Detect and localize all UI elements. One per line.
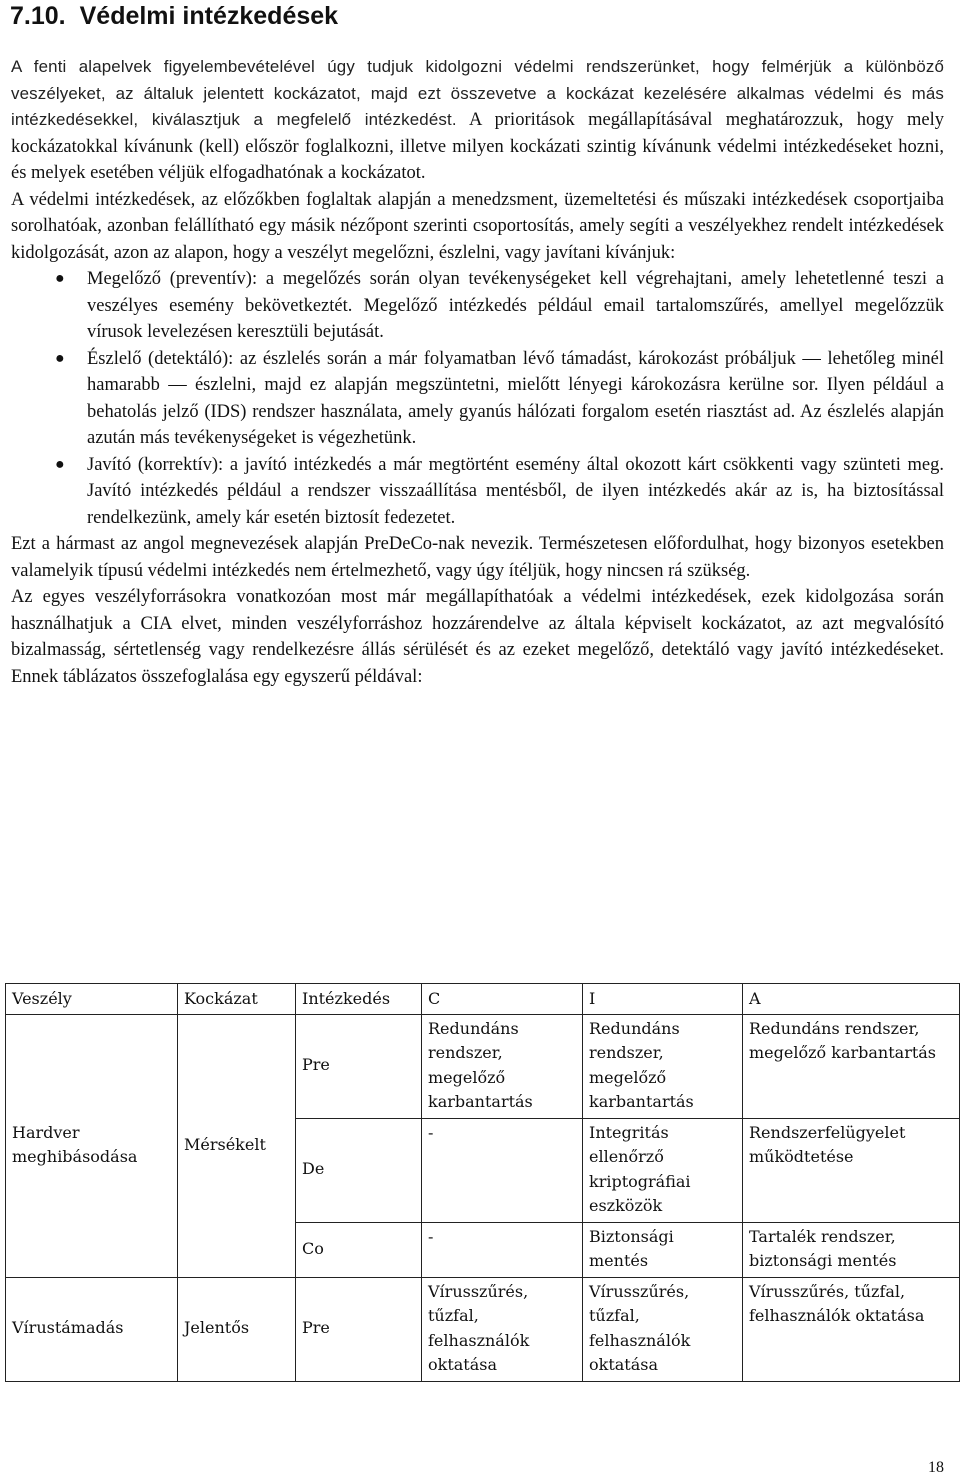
list-item-detective (11, 346, 944, 452)
table-cell-measure: Pre (296, 1014, 422, 1118)
paragraph-intro-part-b: A prioritások megállapításával meghatározzuk, hogy mely kockázatokkal kívánunk (kell) először foglalkozni, illetve milyen kockázati szintig kívánunk védelmi intézkedéseket hozni, és melyek esetében véljük elfogadhatónak a kockázatot. (11, 110, 945, 183)
table-header-cell: A (743, 984, 960, 1015)
section-title: Védelmi intézkedések (79, 2, 339, 30)
list-item-corrective (11, 452, 944, 532)
table-header-cell: Kockázat (178, 984, 296, 1015)
table-cell-i: Vírusszűrés, tűzfal, felhasználók oktatása (583, 1277, 743, 1381)
measure-type-list (11, 266, 944, 531)
table-header-row (6, 984, 960, 1015)
bullet-marker: ● (55, 349, 65, 367)
section-number: 7.10. (10, 2, 66, 30)
table-cell-measure: De (296, 1118, 422, 1222)
paragraph-grouping: A védelmi intézkedések, az előzőkben foglaltak alapján a menedzsment, üzemeltetési és műszaki intézkedések csoportjaiba sorolhatóak, azonban felállítható egy másik nézőpont szerinti csoportosítás, amely segíti a veszélyekhez rendelt intézkedések kidolgozását, azon az alapon, hogy a veszélyt megelőzni, észlelni, vagy javítani kívánjuk: (11, 189, 944, 263)
paragraph-intro (11, 54, 944, 187)
paragraph-predeco: Ezt a hármast az angol megnevezések alapján PreDeCo-nak nevezik. Természetesen előfordulhat, hogy bizonyos esetekben valamelyik típusú védelmi intézkedés nem értelmezhető, vagy úgy ítéljük, hogy nincsen rá szükség. (11, 534, 944, 581)
table-cell-c: Vírusszűrés, tűzfal, felhasználók oktatása (422, 1277, 583, 1381)
table-header-cell: I (583, 984, 743, 1015)
body-text (11, 54, 944, 690)
paragraph-intro-part-a: A fenti alapelvek figyelembevételével úgy tudjuk kidolgozni védelmi rendszerünket, hogy felmérjük a különböző veszélyeket, az általuk jelentett kockázatot, majd ezt összevetve a kockázat kezelésére alkalmas védelmi és más intézkedésekkel, kiválasztjuk a megfelelő intézkedést. (11, 57, 944, 129)
table-row (6, 1277, 960, 1381)
list-item-text: Megelőző (preventív): a megelőzés során olyan tevékenységeket kell végrehajtani, amely lehetetlenné teszi a veszélyes esemény bekövetkeztét. Megelőző intézkedés például email tartalomszűrés, amellyel megelőzzük vírusok levelezésen keresztüli bejutását. (87, 269, 944, 342)
paragraph-cia: Az egyes veszélyforrásokra vonatkozóan most már megállapíthatóak a védelmi intézkedések, ezek kidolgozása során használhatjuk a CIA elvet, minden veszélyforráshoz hozzárendelve az általa képviselt kockázatot, az azt megvalósító bizalmasság, sértetlenség vagy rendelkezésre állás sérülését és az ezeket megelőző, detektáló vagy javító intézkedéseket. Ennek táblázatos összefoglalása egy egyszerű példával: (11, 587, 944, 687)
table-cell-threat: Vírustámadás (6, 1277, 178, 1381)
list-item-text: Javító (korrektív): a javító intézkedés a már megtörtént esemény által okozott kárt csökkenti vagy szünteti meg. Javító intézkedés például a rendszer visszaállítása mentésből, de ilyen intézkedés akár az is, ha biztosítással rendelkezünk, amely kár esetén biztosít fedezetet. (87, 454, 944, 528)
table-cell-risk: Jelentős (178, 1277, 296, 1381)
table-cell-c: Redundáns rendszer, megelőző karbantartás (422, 1014, 583, 1118)
predeco-table (5, 983, 960, 1382)
table-cell-threat: Hardver meghibásodása (6, 1014, 178, 1277)
table-cell-risk: Mérsékelt (178, 1014, 296, 1277)
table-cell-i: Biztonsági mentés (583, 1222, 743, 1277)
table-header-cell: Intézkedés (296, 984, 422, 1015)
table-header-cell: C (422, 984, 583, 1015)
table-cell-measure: Co (296, 1222, 422, 1277)
table-row (6, 1014, 960, 1118)
list-item-preventive (11, 266, 944, 346)
list-item-text: Észlelő (detektáló): az észlelés során a már folyamatban lévő támadást, károkozást próbáljuk — lehetőleg minél hamarabb — észlelni, majd ez alapján megszüntetni, mielőtt lényegi károkozásra kerülne sor. Ilyen például a behatolás jelző (IDS) rendszer használata, amely gyanús hálózati forgalom esetén riasztást ad. Az észlelés alapján azután más tevékenységeket is végezhetünk. (87, 348, 944, 448)
table-cell-a: Tartalék rendszer, biztonsági mentés (743, 1222, 960, 1277)
table-cell-a: Vírusszűrés, tűzfal, felhasználók oktatása (743, 1277, 960, 1381)
table-cell-measure: Pre (296, 1277, 422, 1381)
table-cell-i: Integritás ellenőrző kriptográfiai eszközök (583, 1118, 743, 1222)
table-cell-c: - (422, 1222, 583, 1277)
bullet-marker: ● (55, 270, 65, 287)
table-header-cell: Veszély (6, 984, 178, 1015)
page-number: 18 (928, 1459, 944, 1476)
table-cell-a: Redundáns rendszer, megelőző karbantartás (743, 1014, 960, 1118)
table-cell-c: - (422, 1118, 583, 1222)
section-heading (10, 0, 338, 32)
bullet-marker: ● (55, 455, 65, 473)
table-cell-a: Rendszerfelügyelet működtetése (743, 1118, 960, 1222)
table-cell-i: Redundáns rendszer, megelőző karbantartás (583, 1014, 743, 1118)
